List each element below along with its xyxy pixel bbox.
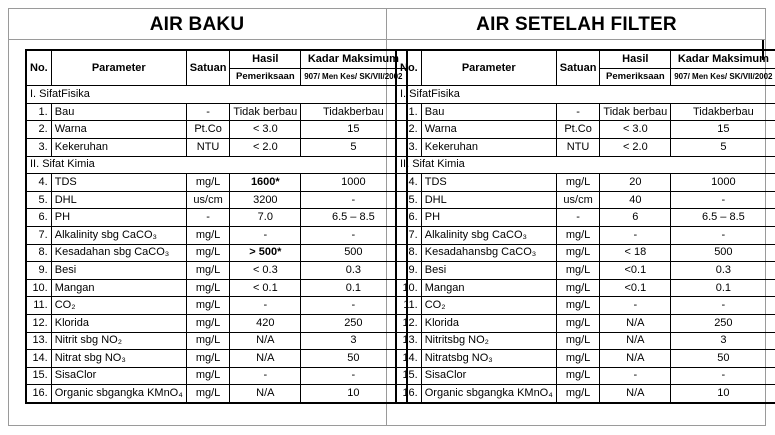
satuan-cell: mg/L: [186, 367, 230, 385]
row-number: 7.: [26, 226, 51, 244]
parameter-cell: Kekeruhan: [421, 138, 556, 156]
parameter-cell: Mangan: [421, 279, 556, 297]
satuan-cell: Pt.Co: [186, 121, 230, 139]
table-row: [26, 103, 407, 121]
header-hasil-bottom: Pemeriksaan: [230, 68, 301, 86]
table-row: [396, 350, 775, 368]
row-number: 16.: [26, 385, 51, 403]
row-number: 13.: [26, 332, 51, 350]
kadar-cell: -: [671, 191, 775, 209]
hasil-cell: Tidak berbau: [600, 103, 671, 121]
kadar-cell: 1000: [671, 174, 775, 192]
row-number: 1.: [396, 103, 421, 121]
table-row: [26, 297, 407, 315]
kadar-cell: -: [301, 191, 407, 209]
row-number: 15.: [396, 367, 421, 385]
row-number: 4.: [26, 174, 51, 192]
parameter-cell: CO₂: [51, 297, 186, 315]
satuan-cell: mg/L: [186, 350, 230, 368]
kadar-cell: -: [301, 367, 407, 385]
section-kimia: II. Sifat Kimia: [26, 156, 407, 174]
hasil-cell: < 3.0: [230, 121, 301, 139]
parameter-cell: Kesadahansbg CaCO₃: [421, 244, 556, 262]
table-row: [26, 174, 407, 192]
satuan-cell: mg/L: [186, 244, 230, 262]
table-row: [26, 332, 407, 350]
parameter-cell: Nitritsbg NO₂: [421, 332, 556, 350]
kadar-cell: 15: [301, 121, 407, 139]
kadar-cell: 15: [671, 121, 775, 139]
parameter-cell: DHL: [51, 191, 186, 209]
kadar-cell: 6.5 – 8.5: [671, 209, 775, 227]
parameter-cell: Kekeruhan: [51, 138, 186, 156]
table-row: [396, 314, 775, 332]
table-row: [396, 121, 775, 139]
row-number: 11.: [26, 297, 51, 315]
satuan-cell: mg/L: [186, 174, 230, 192]
satuan-cell: us/cm: [556, 191, 600, 209]
hasil-cell: 20: [600, 174, 671, 192]
satuan-cell: mg/L: [556, 385, 600, 403]
table-row: [396, 244, 775, 262]
row-number: 9.: [396, 262, 421, 280]
kadar-cell: 250: [671, 314, 775, 332]
kadar-cell: 3: [301, 332, 407, 350]
kadar-cell: 500: [301, 244, 407, 262]
row-number: 5.: [396, 191, 421, 209]
row-number: 6.: [26, 209, 51, 227]
row-number: 8.: [26, 244, 51, 262]
kadar-cell: Tidakberbau: [671, 103, 775, 121]
parameter-cell: CO₂: [421, 297, 556, 315]
kadar-cell: 0.3: [301, 262, 407, 280]
satuan-cell: mg/L: [556, 226, 600, 244]
hasil-cell: N/A: [230, 332, 301, 350]
header-hasil-bottom: Pemeriksaan: [600, 68, 671, 86]
table-row: [26, 314, 407, 332]
satuan-cell: mg/L: [186, 279, 230, 297]
hasil-cell: <0.1: [600, 262, 671, 280]
kadar-cell: 1000: [301, 174, 407, 192]
row-number: 5.: [26, 191, 51, 209]
parameter-cell: Klorida: [51, 314, 186, 332]
kadar-cell: 5: [671, 138, 775, 156]
parameter-cell: Mangan: [51, 279, 186, 297]
table-row: [396, 262, 775, 280]
satuan-cell: mg/L: [556, 297, 600, 315]
row-number: 3.: [26, 138, 51, 156]
table-air-setelah-filter: [395, 49, 775, 404]
kadar-cell: 10: [671, 385, 775, 403]
row-number: 1.: [26, 103, 51, 121]
parameter-cell: Nitrat sbg NO₃: [51, 350, 186, 368]
hasil-cell: 1600*: [230, 174, 301, 192]
hasil-cell: N/A: [600, 350, 671, 368]
hasil-cell: 3200: [230, 191, 301, 209]
kadar-cell: -: [301, 226, 407, 244]
kadar-cell: 250: [301, 314, 407, 332]
kadar-cell: -: [671, 226, 775, 244]
kadar-cell: Tidakberbau: [301, 103, 407, 121]
table-row: [26, 138, 407, 156]
kadar-cell: -: [301, 297, 407, 315]
satuan-cell: mg/L: [556, 350, 600, 368]
satuan-cell: NTU: [186, 138, 230, 156]
table-row: [26, 121, 407, 139]
parameter-cell: Organic sbgangka KMnO₄: [421, 385, 556, 403]
table-row: [26, 367, 407, 385]
table-row: [396, 138, 775, 156]
satuan-cell: mg/L: [556, 262, 600, 280]
satuan-cell: mg/L: [556, 332, 600, 350]
row-number: 6.: [396, 209, 421, 227]
table-row: [396, 209, 775, 227]
row-number: 3.: [396, 138, 421, 156]
satuan-cell: us/cm: [186, 191, 230, 209]
hasil-cell: < 3.0: [600, 121, 671, 139]
hasil-cell: Tidak berbau: [230, 103, 301, 121]
row-number: 2.: [26, 121, 51, 139]
table-row: [26, 226, 407, 244]
row-number: 12.: [26, 314, 51, 332]
table-row: [26, 385, 407, 403]
parameter-cell: SisaClor: [51, 367, 186, 385]
hasil-cell: 6: [600, 209, 671, 227]
table-row: [396, 297, 775, 315]
table-row: [26, 191, 407, 209]
header-no: No.: [26, 50, 51, 86]
row-number: 10.: [396, 279, 421, 297]
row-number: 15.: [26, 367, 51, 385]
header-kadar-bottom: 907/ Men Kes/ SK/VII/2002: [301, 68, 407, 86]
parameter-cell: Warna: [51, 121, 186, 139]
hasil-cell: N/A: [600, 385, 671, 403]
hasil-cell: < 0.3: [230, 262, 301, 280]
kadar-cell: 500: [671, 244, 775, 262]
row-number: 4.: [396, 174, 421, 192]
header-hasil-top: Hasil: [600, 50, 671, 68]
kadar-cell: 6.5 – 8.5: [301, 209, 407, 227]
satuan-cell: NTU: [556, 138, 600, 156]
parameter-cell: Bau: [51, 103, 186, 121]
satuan-cell: -: [186, 209, 230, 227]
parameter-cell: Alkalinity sbg CaCO₃: [51, 226, 186, 244]
hasil-cell: 40: [600, 191, 671, 209]
row-number: 13.: [396, 332, 421, 350]
satuan-cell: -: [186, 103, 230, 121]
header-parameter: Parameter: [51, 50, 186, 86]
row-number: 16.: [396, 385, 421, 403]
hasil-cell: N/A: [600, 314, 671, 332]
table-row: [26, 279, 407, 297]
kadar-cell: 0.1: [301, 279, 407, 297]
hasil-cell: -: [600, 367, 671, 385]
row-number: 2.: [396, 121, 421, 139]
header-kadar-top: Kadar Maksimum: [301, 50, 407, 68]
hasil-cell: N/A: [230, 350, 301, 368]
table-row: [396, 103, 775, 121]
row-number: 7.: [396, 226, 421, 244]
parameter-cell: Bau: [421, 103, 556, 121]
kadar-cell: 5: [301, 138, 407, 156]
table-row: [26, 350, 407, 368]
hasil-cell: > 500*: [230, 244, 301, 262]
hasil-cell: N/A: [230, 385, 301, 403]
hasil-cell: < 2.0: [230, 138, 301, 156]
satuan-cell: -: [556, 103, 600, 121]
hasil-cell: -: [600, 297, 671, 315]
parameter-cell: DHL: [421, 191, 556, 209]
satuan-cell: Pt.Co: [556, 121, 600, 139]
table-row: [396, 385, 775, 403]
panel-title-air-baku: AIR BAKU: [149, 14, 245, 35]
header-kadar-top: Kadar Maksimum: [671, 50, 775, 68]
row-number: 9.: [26, 262, 51, 280]
satuan-cell: mg/L: [556, 244, 600, 262]
parameter-cell: Besi: [421, 262, 556, 280]
satuan-cell: mg/L: [186, 385, 230, 403]
table-row: [396, 226, 775, 244]
parameter-cell: Nitratsbg NO₃: [421, 350, 556, 368]
parameter-cell: PH: [51, 209, 186, 227]
hasil-cell: <0.1: [600, 279, 671, 297]
kadar-cell: -: [671, 297, 775, 315]
parameter-cell: Besi: [51, 262, 186, 280]
header-no: No.: [396, 50, 421, 86]
parameter-cell: Alkalinity sbg CaCO₃: [421, 226, 556, 244]
kadar-cell: 10: [301, 385, 407, 403]
hasil-cell: -: [600, 226, 671, 244]
hasil-cell: 7.0: [230, 209, 301, 227]
satuan-cell: mg/L: [186, 262, 230, 280]
kadar-cell: 50: [301, 350, 407, 368]
hasil-cell: < 18: [600, 244, 671, 262]
row-number: 14.: [26, 350, 51, 368]
satuan-cell: -: [556, 209, 600, 227]
parameter-cell: TDS: [51, 174, 186, 192]
row-number: 12.: [396, 314, 421, 332]
parameter-cell: Warna: [421, 121, 556, 139]
title-underline: [8, 39, 766, 40]
kadar-cell: 0.1: [671, 279, 775, 297]
row-number: 11.: [396, 297, 421, 315]
kadar-cell: 0.3: [671, 262, 775, 280]
kadar-cell: -: [671, 367, 775, 385]
table-row: [26, 244, 407, 262]
table-row: [396, 174, 775, 192]
header-satuan: Satuan: [186, 50, 230, 86]
hasil-cell: -: [230, 297, 301, 315]
parameter-cell: Klorida: [421, 314, 556, 332]
table-row: [26, 262, 407, 280]
hasil-cell: < 2.0: [600, 138, 671, 156]
satuan-cell: mg/L: [186, 297, 230, 315]
header-satuan: Satuan: [556, 50, 600, 86]
parameter-cell: Kesadahan sbg CaCO₃: [51, 244, 186, 262]
satuan-cell: mg/L: [186, 226, 230, 244]
table-row: [396, 367, 775, 385]
hasil-cell: 420: [230, 314, 301, 332]
section-kimia: II. Sifat Kimia: [396, 156, 775, 174]
parameter-cell: Nitrit sbg NO₂: [51, 332, 186, 350]
parameter-cell: TDS: [421, 174, 556, 192]
table-row: [396, 332, 775, 350]
parameter-cell: SisaClor: [421, 367, 556, 385]
satuan-cell: mg/L: [556, 367, 600, 385]
parameter-cell: Organic sbgangka KMnO₄: [51, 385, 186, 403]
hasil-cell: -: [230, 367, 301, 385]
section-fisika: I. SifatFisika: [26, 86, 407, 104]
kadar-cell: 3: [671, 332, 775, 350]
row-number: 14.: [396, 350, 421, 368]
row-number: 8.: [396, 244, 421, 262]
hasil-cell: < 0.1: [230, 279, 301, 297]
table-row: [396, 191, 775, 209]
kadar-cell: 50: [671, 350, 775, 368]
satuan-cell: mg/L: [186, 314, 230, 332]
table-row: [26, 209, 407, 227]
row-number: 10.: [26, 279, 51, 297]
panel-title-air-setelah-filter: AIR SETELAH FILTER: [476, 14, 677, 35]
header-kadar-bottom: 907/ Men Kes/ SK/VII/2002: [671, 68, 775, 86]
hasil-cell: N/A: [600, 332, 671, 350]
table-row: [396, 279, 775, 297]
satuan-cell: mg/L: [556, 174, 600, 192]
section-fisika: I. SifatFisika: [396, 86, 775, 104]
header-parameter: Parameter: [421, 50, 556, 86]
parameter-cell: PH: [421, 209, 556, 227]
hasil-cell: -: [230, 226, 301, 244]
satuan-cell: mg/L: [556, 314, 600, 332]
satuan-cell: mg/L: [556, 279, 600, 297]
table-air-baku: [25, 49, 408, 404]
header-hasil-top: Hasil: [230, 50, 301, 68]
satuan-cell: mg/L: [186, 332, 230, 350]
